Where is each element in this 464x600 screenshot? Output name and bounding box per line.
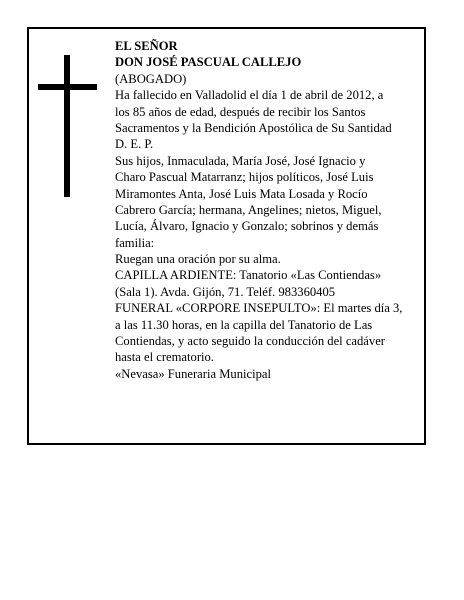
- text-line: Miramontes Anta, José Luis Mata Losada y Rocío: [115, 186, 368, 201]
- text-line: Ha fallecido en Valladolid el día 1 de abril de 2012, a: [115, 88, 384, 103]
- text-line: familia:: [115, 235, 155, 250]
- text-line: Charo Pascual Matarranz; hijos políticos, José Luis: [115, 170, 374, 185]
- text-line: Cabrero García; hermana, Angelines; nietos, Miguel,: [115, 202, 382, 217]
- text-line: Lucía, Álvaro, Ignacio y Gonzalo; sobrinos y demás: [115, 219, 379, 234]
- text-line: hasta el crematorio.: [115, 350, 214, 365]
- heading-line: EL SEÑOR: [115, 39, 178, 53]
- obituary-text: [115, 38, 425, 382]
- text-line: Ruegan una oración por su alma.: [115, 252, 281, 267]
- text-line: a las 11.30 horas, en la capilla del Tanatorio de Las: [115, 317, 373, 332]
- text-line: Contiendas, y acto seguido la conducción del cadáver: [115, 334, 385, 349]
- text-line: CAPILLA ARDIENTE: Tanatorio «Las Contiendas»: [115, 268, 382, 283]
- cross-icon-crossbar: [38, 84, 97, 90]
- cross-icon: [64, 55, 70, 197]
- text-line: Sacramentos y la Bendición Apostólica de Su Santidad: [115, 120, 392, 135]
- deceased-name: DON JOSÉ PASCUAL CALLEJO: [115, 55, 302, 70]
- text-line: D. E. P.: [115, 137, 154, 152]
- profession-line: (ABOGADO): [115, 71, 187, 86]
- text-line: «Nevasa» Funeraria Municipal: [115, 366, 271, 381]
- text-line: FUNERAL «CORPORE INSEPULTO»: El martes día 3,: [115, 301, 403, 316]
- text-line: Sus hijos, Inmaculada, María José, José Ignacio y: [115, 153, 366, 168]
- text-line: los 85 años de edad, después de recibir los Santos: [115, 104, 366, 119]
- text-line: (Sala 1). Avda. Gijón, 71. Teléf. 983360405: [115, 284, 336, 299]
